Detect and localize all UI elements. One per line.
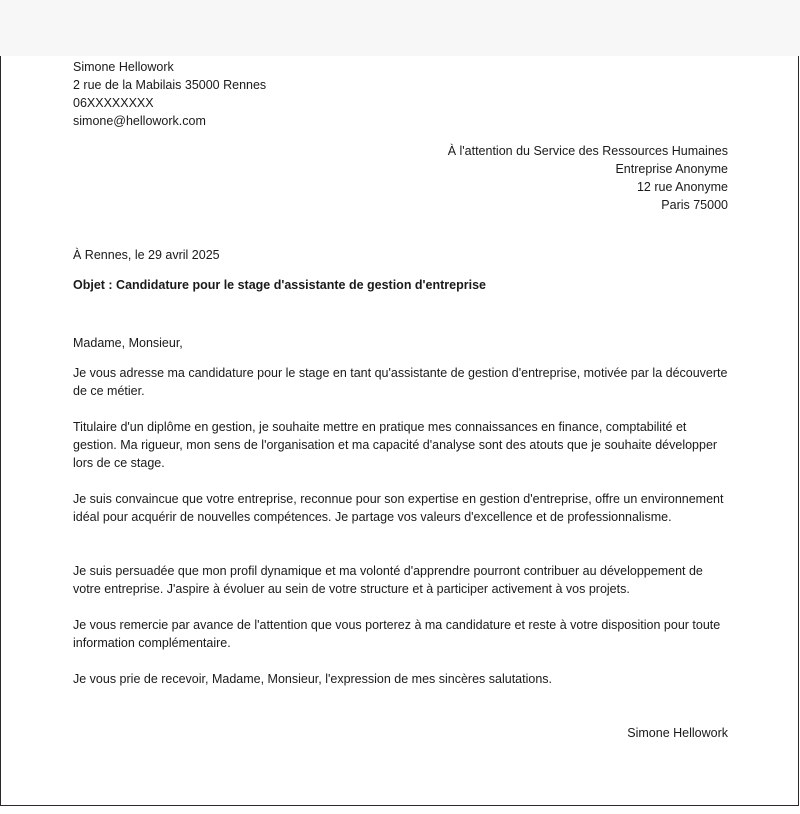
recipient-street: 12 rue Anonyme	[636, 180, 728, 194]
sender-phone: 06XXXXXXXX	[73, 96, 154, 110]
body-paragraph: Titulaire d'un diplôme en gestion, je souhaite mettre en pratique mes connaissances en finance, comptabilité et gestion. Ma rigueur, mon sens de l'organisation et ma capacité d'analyse sont des atouts que je souhaite développer lors de ce stage.	[73, 420, 718, 470]
body-paragraph: Je suis persuadée que mon profil dynamique et ma volonté d'apprendre pourront contribuer au développement de votre entreprise. J'aspire à évoluer au sein de votre structure et à participer activement à vos projets.	[73, 564, 703, 596]
sender-email: simone@hellowork.com	[73, 114, 206, 128]
recipient-city: Paris 75000	[661, 198, 728, 212]
subject-line: Objet : Candidature pour le stage d'assistante de gestion d'entreprise	[73, 278, 486, 292]
body-paragraph: Je suis convaincue que votre entreprise, reconnue pour son expertise en gestion d'entreprise, offre un environnement idéal pour acquérir de nouvelles compétences. Je partage vos valeurs d'excellence et de professionnalisme.	[73, 492, 724, 524]
body-paragraph: Je vous adresse ma candidature pour le stage en tant qu'assistante de gestion d'entreprise, motivée par la découverte de ce métier.	[73, 366, 728, 398]
body-paragraph: Je vous remercie par avance de l'attention que vous porterez à ma candidature et reste à votre disposition pour toute information complémentaire.	[73, 618, 721, 650]
sender-name: Simone Hellowork	[73, 60, 174, 74]
recipient-company: Entreprise Anonyme	[615, 162, 728, 176]
salutation: Madame, Monsieur,	[73, 336, 183, 350]
date-line: À Rennes, le 29 avril 2025	[73, 248, 220, 262]
recipient-attention: À l'attention du Service des Ressources Humaines	[447, 144, 728, 158]
closing-paragraph: Je vous prie de recevoir, Madame, Monsieur, l'expression de mes sincères salutations.	[73, 672, 553, 686]
signature: Simone Hellowork	[627, 726, 728, 740]
top-bar	[0, 0, 800, 56]
sender-address: 2 rue de la Mabilais 35000 Rennes	[73, 78, 267, 92]
